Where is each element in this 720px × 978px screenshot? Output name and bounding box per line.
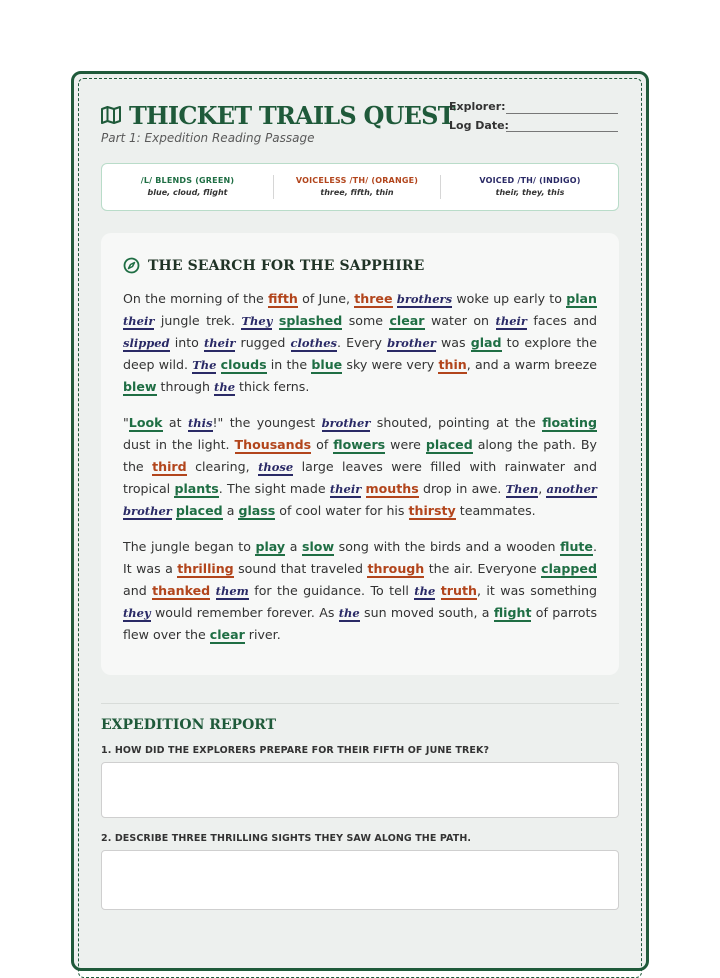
passage-text: woke up early to <box>452 291 567 306</box>
passage-text: " <box>123 415 129 430</box>
passage-text: On the morning of the <box>123 291 269 306</box>
legend-examples: their, they, this <box>495 188 565 197</box>
l-blend-word: flight <box>493 605 532 620</box>
section-divider <box>101 703 619 704</box>
l-blend-word: flowers <box>333 437 386 452</box>
passage-text: of June, <box>297 291 355 306</box>
l-blend-word: blew <box>123 379 157 394</box>
explorer-label: Explorer: <box>449 100 506 113</box>
question-2: 2. DESCRIBE THREE THRILLING SIGHTS THEY SAW ALONG THE PATH. <box>101 833 472 844</box>
passage-title: THE SEARCH FOR THE SAPPHIRE <box>148 257 425 274</box>
passage-paragraph <box>123 412 597 522</box>
voiced-th-word: The <box>192 358 217 372</box>
voiceless-th-word: mouths <box>365 481 419 496</box>
voiced-th-word: their <box>204 336 236 350</box>
voiceless-th-word: three <box>354 291 393 306</box>
voiceless-th-word: thrilling <box>177 561 234 576</box>
passage-text: shouted, pointing at the <box>370 415 543 430</box>
voiceless-th-word: third <box>152 459 187 474</box>
voiced-th-word: brother <box>321 416 371 430</box>
passage-text: some <box>342 313 390 328</box>
voiceless-th-word: thanked <box>152 583 211 598</box>
voiced-th-word: brother <box>387 336 436 350</box>
voiced-th-word: slipped <box>123 336 170 350</box>
passage-text: . Every <box>337 335 388 350</box>
passage-text: to explore the deep wild. <box>123 335 597 372</box>
passage-text: teammates. <box>455 503 536 518</box>
passage-text <box>272 313 278 328</box>
answer-box-2[interactable] <box>101 850 619 910</box>
passage-text: at <box>162 415 188 430</box>
voiceless-th-word: thirsty <box>408 503 456 518</box>
reading-passage <box>101 233 619 675</box>
report-title: EXPEDITION REPORT <box>101 717 277 733</box>
log-date-label: Log Date: <box>449 119 509 132</box>
passage-text: would remember forever. As <box>150 605 339 620</box>
l-blend-word: clapped <box>541 561 597 576</box>
passage-text: of <box>311 437 334 452</box>
passage-text: for the guidance. To tell <box>248 583 415 598</box>
passage-text <box>361 481 365 496</box>
passage-text: , it was something <box>476 583 597 598</box>
passage-text: water on <box>424 313 496 328</box>
voiced-th-word: Then <box>505 482 539 496</box>
l-blend-word: placed <box>175 503 223 518</box>
voiceless-th-word: thin <box>438 357 467 372</box>
voiced-th-word: the <box>338 606 360 620</box>
passage-text: in the <box>266 357 312 372</box>
voiceless-th-word: fifth <box>268 291 298 306</box>
l-blend-word: floating <box>542 415 597 430</box>
legend-item-voiceless-th <box>274 164 440 210</box>
explorer-field[interactable] <box>506 113 618 114</box>
voiced-th-word: those <box>258 460 294 474</box>
passage-text: sun moved south, a <box>359 605 494 620</box>
l-blend-word: glass <box>238 503 276 518</box>
passage-text: drop in awe. <box>418 481 506 496</box>
voiceless-th-word: truth <box>440 583 477 598</box>
l-blend-word: plants <box>174 481 219 496</box>
l-blend-word: clear <box>389 313 425 328</box>
passage-text: a <box>285 539 302 554</box>
log-date-field[interactable] <box>506 131 618 132</box>
passage-text: thick ferns. <box>235 379 310 394</box>
worksheet-header <box>101 98 455 132</box>
page-subtitle: Part 1: Expedition Reading Passage <box>101 131 315 145</box>
l-blend-word: blue <box>311 357 343 372</box>
voiced-th-word: their <box>495 314 527 328</box>
legend-examples: blue, cloud, flight <box>147 188 228 197</box>
passage-text: jungle trek. <box>154 313 242 328</box>
passage-text: song with the birds and a wooden <box>334 539 561 554</box>
passage-text: sky were very <box>342 357 439 372</box>
passage-text: into <box>169 335 204 350</box>
l-blend-word: Look <box>128 415 163 430</box>
voiced-th-word: brother <box>123 504 172 518</box>
voiced-th-word: them <box>215 584 249 598</box>
voiced-th-word: the <box>414 584 436 598</box>
passage-text: sound that traveled <box>233 561 368 576</box>
passage-text: , <box>538 481 547 496</box>
passage-text: of parrots flew over the <box>123 605 598 642</box>
voiced-th-word: their <box>329 482 362 496</box>
legend-heading: VOICELESS /TH/ (ORANGE) <box>295 176 419 185</box>
passage-text: of cool water for his <box>275 503 409 518</box>
passage-text: faces and <box>526 313 597 328</box>
voiced-th-word: They <box>241 314 273 328</box>
l-blend-word: flute <box>560 539 593 554</box>
phonics-legend <box>101 163 619 211</box>
passage-header <box>123 257 597 274</box>
l-blend-word: slow <box>301 539 335 554</box>
passage-text: and <box>123 583 153 598</box>
passage-text: . The sight made <box>218 481 330 496</box>
passage-text: river. <box>244 627 281 642</box>
passage-text: was <box>435 335 471 350</box>
map-icon <box>101 106 121 124</box>
passage-text: dust in the light. <box>123 437 235 452</box>
l-blend-word: play <box>255 539 286 554</box>
legend-heading: /L/ BLENDS (GREEN) <box>140 176 235 185</box>
l-blend-word: clouds <box>220 357 267 372</box>
l-blend-word: clear <box>209 627 245 642</box>
passage-text <box>435 583 440 598</box>
passage-text: large leaves were filled with rainwater and tropical <box>123 459 598 496</box>
compass-icon <box>123 257 140 274</box>
passage-text <box>210 583 215 598</box>
answer-box-1[interactable] <box>101 762 619 818</box>
passage-text: , and a warm breeze <box>466 357 597 372</box>
passage-paragraph <box>123 536 597 646</box>
voiceless-th-word: Thousands <box>234 437 312 452</box>
voiceless-th-word: through <box>367 561 425 576</box>
passage-text: clearing, <box>186 459 259 474</box>
passage-text: the air. Everyone <box>424 561 542 576</box>
passage-text: The jungle began to <box>123 539 256 554</box>
legend-item-voiced-th <box>441 164 619 210</box>
voiced-th-word: another <box>546 482 597 496</box>
passage-text: !" the youngest <box>212 415 322 430</box>
legend-heading: VOICED /TH/ (INDIGO) <box>479 176 581 185</box>
voiced-th-word: brothers <box>396 292 453 306</box>
passage-text: through <box>156 379 215 394</box>
passage-text: . It was a <box>123 539 597 576</box>
passage-text: along the path. By the <box>123 437 597 474</box>
legend-examples: three, fifth, thin <box>320 188 394 197</box>
voiced-th-word: their <box>123 314 155 328</box>
voiced-th-word: they <box>123 606 151 620</box>
passage-text: rugged <box>235 335 291 350</box>
question-1: 1. HOW DID THE EXPLORERS PREPARE FOR THEIR FIFTH OF JUNE TREK? <box>101 745 490 756</box>
voiced-th-word: the <box>214 380 236 394</box>
l-blend-word: plan <box>566 291 597 306</box>
l-blend-word: glad <box>470 335 502 350</box>
voiced-th-word: clothes <box>290 336 338 350</box>
passage-paragraph <box>123 288 597 398</box>
l-blend-word: placed <box>425 437 473 452</box>
legend-item-l-blends <box>102 164 273 210</box>
passage-text: a <box>222 503 239 518</box>
l-blend-word: splashed <box>278 313 343 328</box>
voiced-th-word: this <box>187 416 213 430</box>
passage-text: were <box>385 437 426 452</box>
page-title: THICKET TRAILS QUEST <box>129 100 455 130</box>
